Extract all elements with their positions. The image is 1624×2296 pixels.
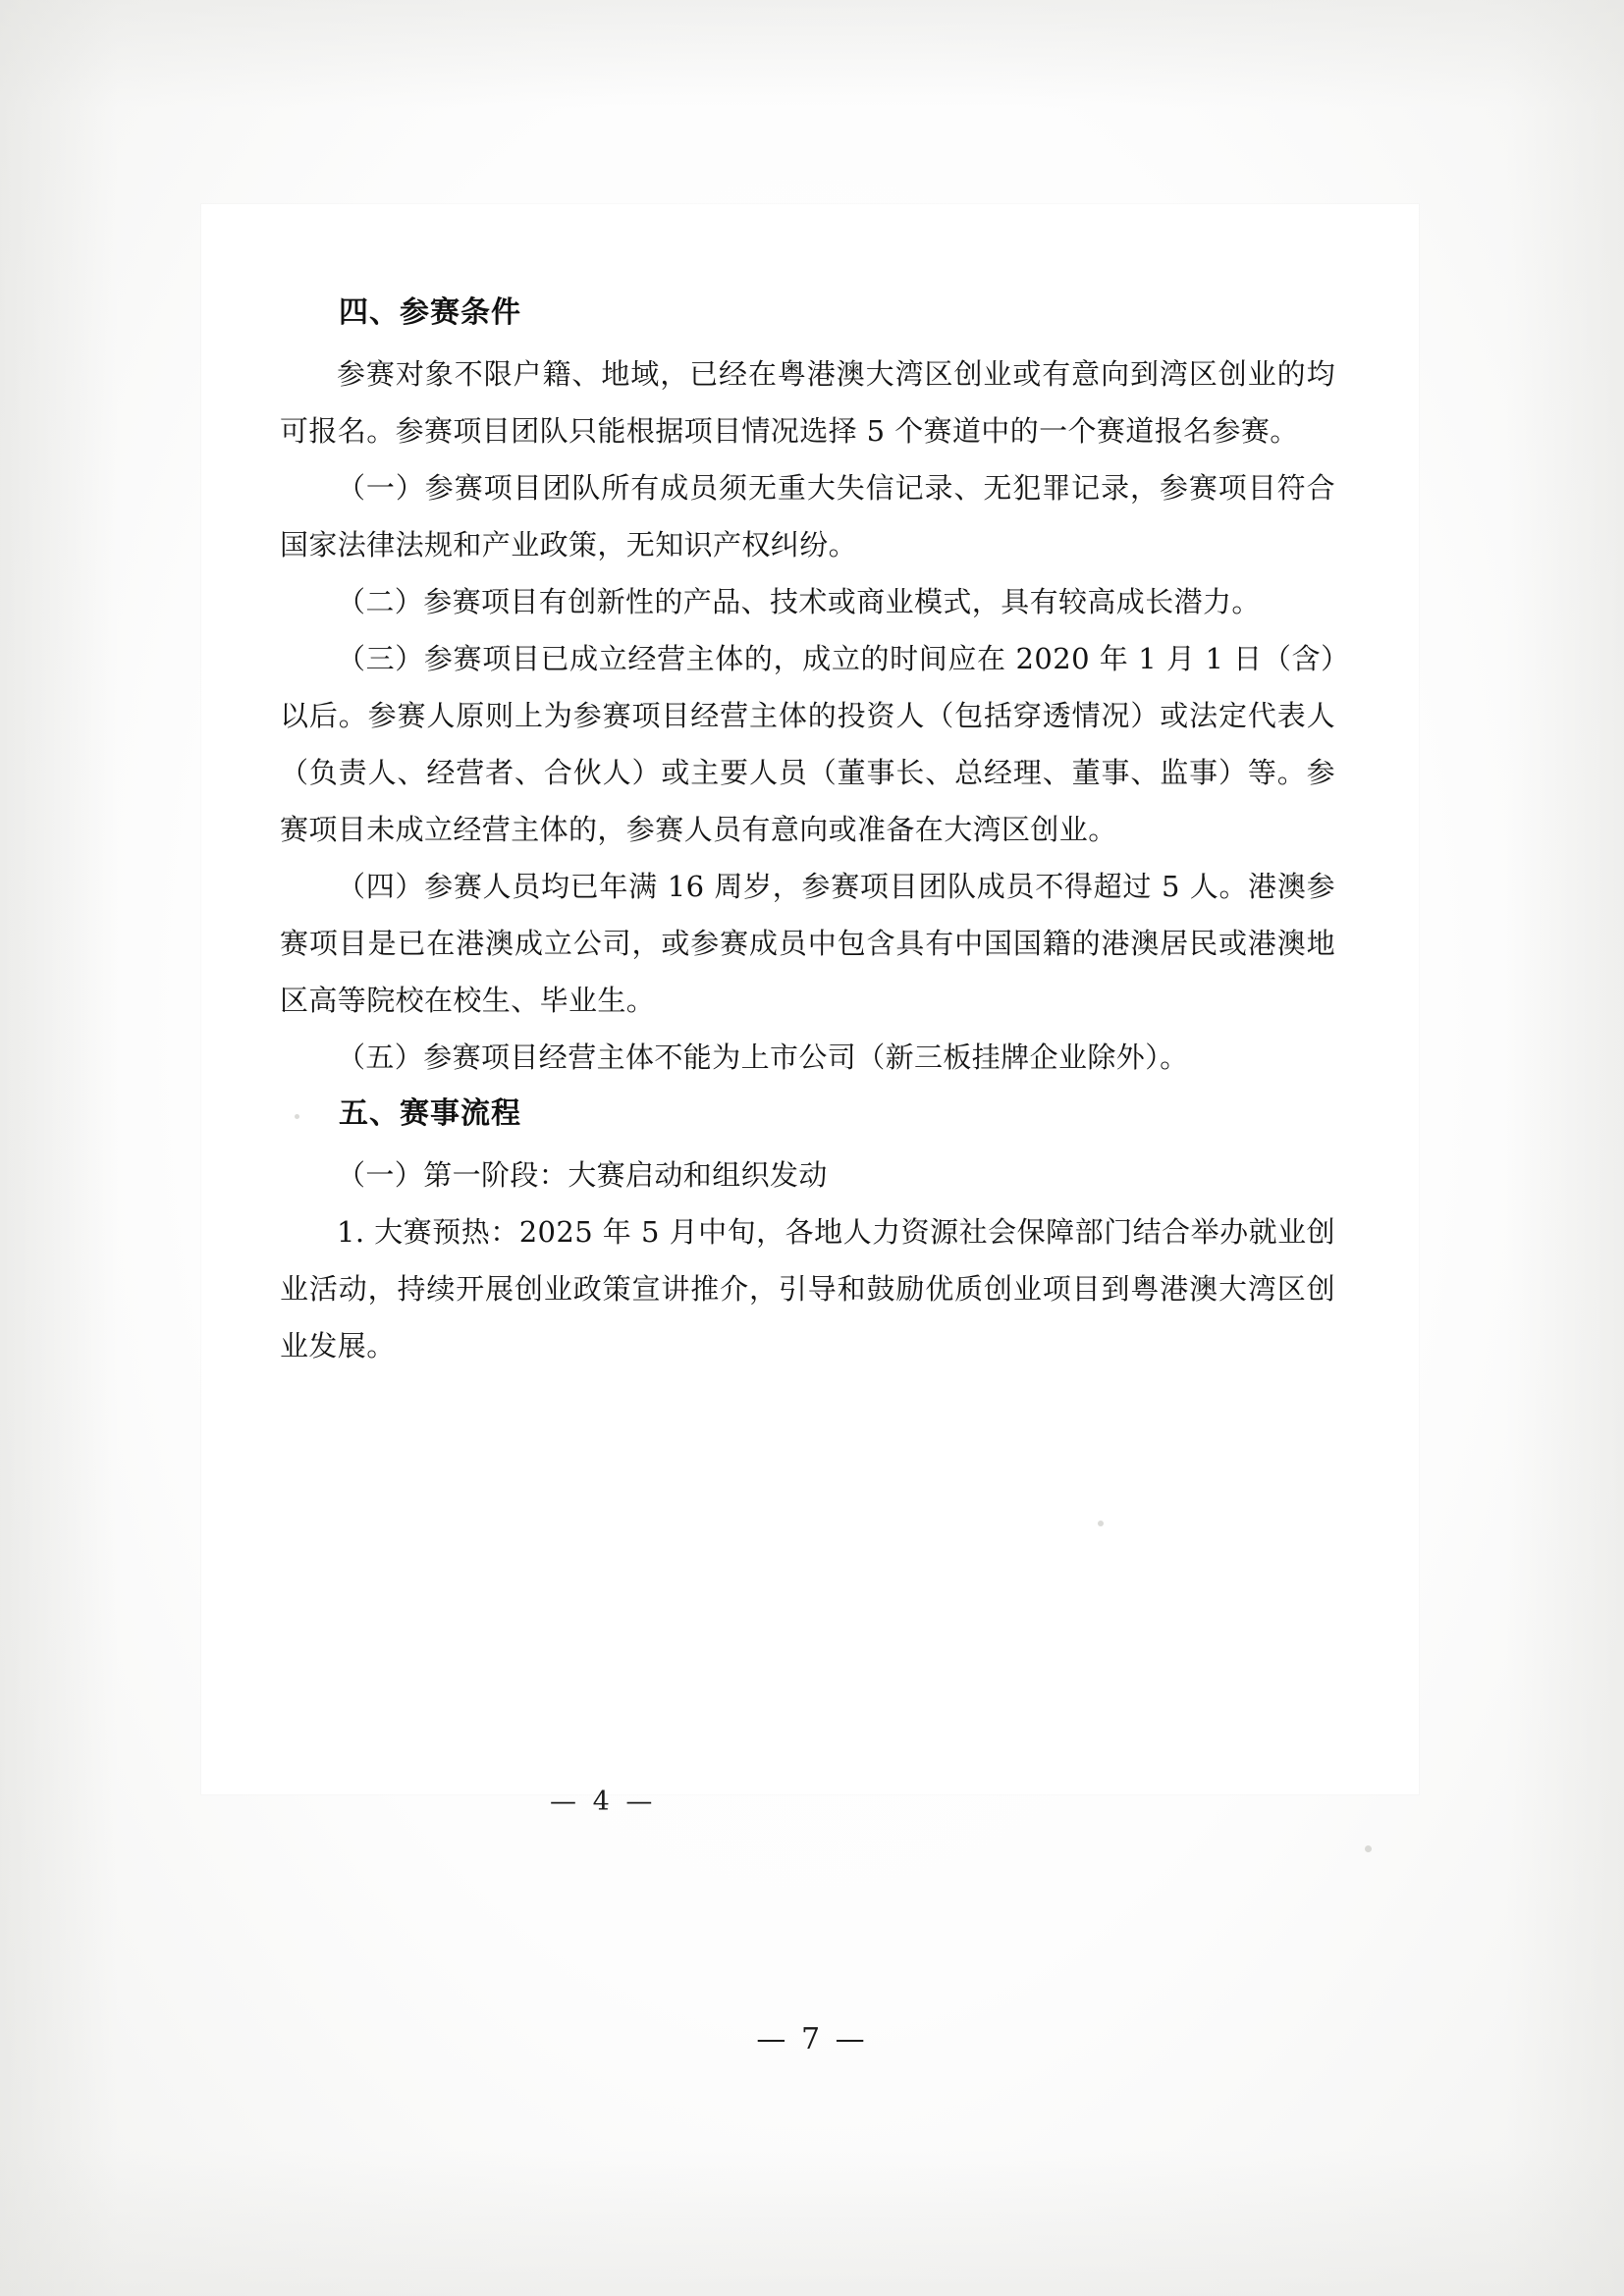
paragraph-intro: 参赛对象不限户籍、地域，已经在粤港澳大湾区创业或有意向到湾区创业的均可报名。参赛项目团队只能根据项目情况选择 5 个赛道中的一个赛道报名参赛。 — [280, 357, 1335, 448]
scan-speckle — [1365, 1845, 1372, 1852]
scan-edge-left — [0, 0, 118, 2296]
paragraph-condition-5: （五）参赛项目经营主体不能为上市公司（新三板挂牌企业除外）。 — [337, 1041, 1189, 1074]
paragraph-condition-4: （四）参赛人员均已年满 16 周岁，参赛项目团队成员不得超过 5 人。港澳参赛项目是已在港澳成立公司，或参赛成员中包含具有中国国籍的港澳居民或港澳地区高等院校在校生、毕业生。 — [280, 870, 1335, 1017]
scan-speckle — [1098, 1521, 1104, 1526]
section-heading-process: 五、赛事流程 — [339, 1096, 521, 1131]
scan-edge-bottom — [0, 2149, 1624, 2296]
section-heading-participation: 四、参赛条件 — [339, 295, 521, 330]
paragraph-condition-2: （二）参赛项目有创新性的产品、技术或商业模式，具有较高成长潜力。 — [337, 585, 1261, 618]
paragraph-stage-1: （一）第一阶段：大赛启动和组织发动 — [337, 1158, 828, 1192]
outer-page-number: — 7 — — [756, 2022, 868, 2056]
scan-edge-right — [1506, 0, 1624, 2296]
scan-edge-top — [0, 0, 1624, 108]
inner-page-number: — 4 — — [550, 1787, 657, 1817]
paragraph-condition-3: （三）参赛项目已成立经营主体的，成立的时间应在 2020 年 1 月 1 日（含）以后。参赛人原则上为参赛项目经营主体的投资人（包括穿透情况）或法定代表人（负责人、经营者、合伙人）或主要人员（董事长、总经理、董事、监事）等。参赛项目未成立经营主体的，参赛人员有意向或准备在大湾区创业。 — [280, 642, 1335, 846]
paragraph-stage-1-item-1: 1. 大赛预热：2025 年 5 月中旬，各地人力资源社会保障部门结合举办就业创业活动，持续开展创业政策宣讲推介，引导和鼓励优质创业项目到粤港澳大湾区创业发展。 — [280, 1215, 1335, 1362]
document-body — [280, 285, 1335, 1374]
paragraph-condition-1: （一）参赛项目团队所有成员须无重大失信记录、无犯罪记录，参赛项目符合国家法律法规和产业政策，无知识产权纠纷。 — [280, 471, 1335, 561]
